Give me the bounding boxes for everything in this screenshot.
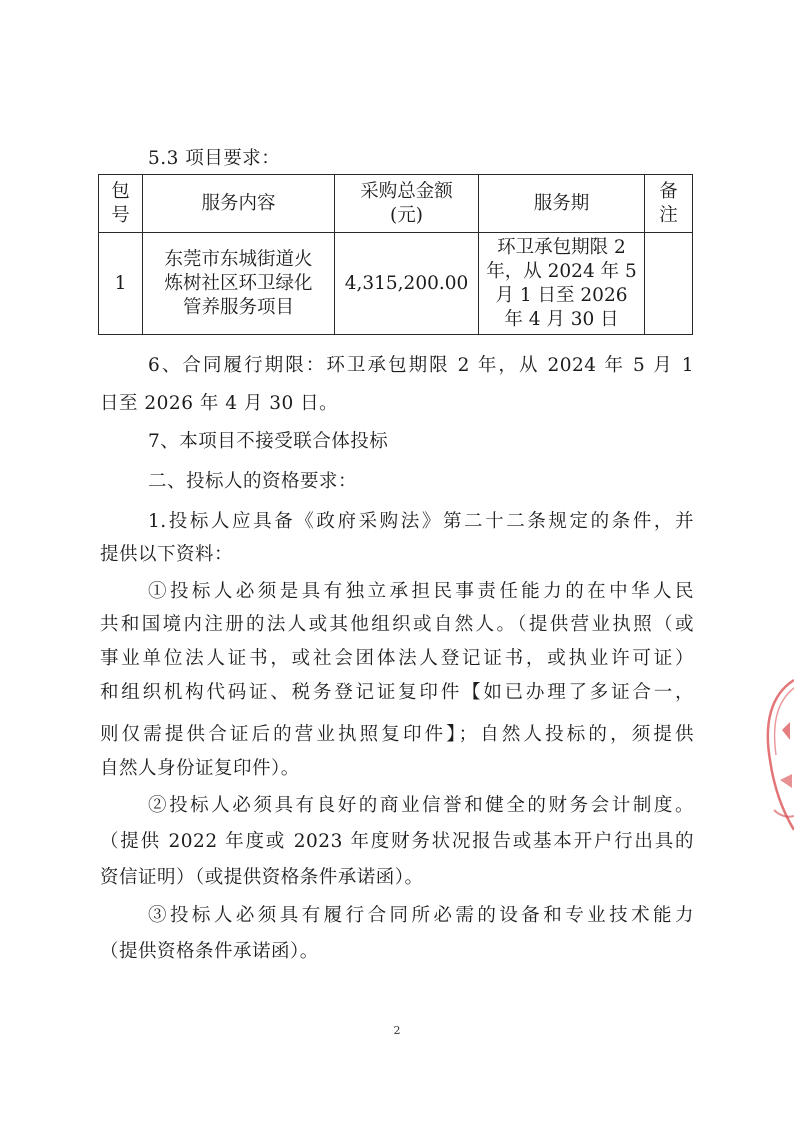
cell-remark [645,233,693,335]
header-total-amount: 采购总金额 (元) [335,175,479,233]
condition-3-line-1: ③投标人必须具有履行合同所必需的设备和专业技术能力 [148,905,694,926]
condition-1-line-3: 事业单位法人证书，或社会团体法人登记证书，或执业许可证） [100,648,694,669]
header-remark: 备 注 [645,175,693,233]
table-row [99,233,693,335]
condition-3-line-2: （提供资格条件承诺函）。 [100,941,319,962]
condition-1-line-1: ①投标人必须是具有独立承担民事责任能力的在中华人民 [148,581,694,602]
section-heading-qualifications: 二、投标人的资格要求： [148,471,358,492]
header-service-period: 服务期 [479,175,645,233]
condition-2-line-1: ②投标人必须具有良好的商业信誉和健全的财务会计制度。 [148,795,694,816]
condition-1-line-6: 自然人身份证复印件）。 [100,758,300,779]
condition-2-line-2: （提供 2022 年度或 2023 年度财务状况报告或基本开户行出具的 [100,831,694,852]
condition-1-line-4: 和组织机构代码证、税务登记证复印件【如已办理了多证合一， [100,682,694,703]
condition-1-line-2: 共和国境内注册的法人或其他组织或自然人。（提供营业执照（或 [100,614,694,635]
paragraph-contract-period-cont: 日至 2026 年 4 月 30 日。 [100,393,339,414]
paragraph-contract-period: 6、合同履行期限：环卫承包期限 2 年，从 2024 年 5 月 1 [148,355,694,376]
cell-service-content: 东莞市东城街道火 炼树社区环卫绿化 管养服务项目 [143,233,335,335]
header-service-content: 服务内容 [143,175,335,233]
condition-1-line-5: 则仅需提供合证后的营业执照复印件】；自然人投标的，须提供 [100,724,694,745]
page-number: 2 [393,1024,401,1037]
paragraph-qualification-1-cont: 提供以下资料： [100,544,234,565]
paragraph-qualification-1: 1.投标人应具备《政府采购法》第二十二条规定的条件，并 [148,511,694,532]
cell-total-amount: 4,315,200.00 [335,233,479,335]
red-seal-stamp-edge [760,670,794,840]
cell-package-no: 1 [99,233,143,335]
procurement-table [98,174,693,335]
cell-service-period: 环卫承包期限 2 年，从 2024 年 5 月 1 日至 2026 年 4 月 30 日 [479,233,645,335]
section-heading-5-3: 5.3 项目要求： [148,148,281,169]
paragraph-no-consortium: 7、本项目不接受联合体投标 [148,431,389,452]
table-header-row [99,175,693,233]
header-package-no: 包 号 [99,175,143,233]
condition-2-line-3: 资信证明）（或提供资格条件承诺函）。 [100,867,424,888]
